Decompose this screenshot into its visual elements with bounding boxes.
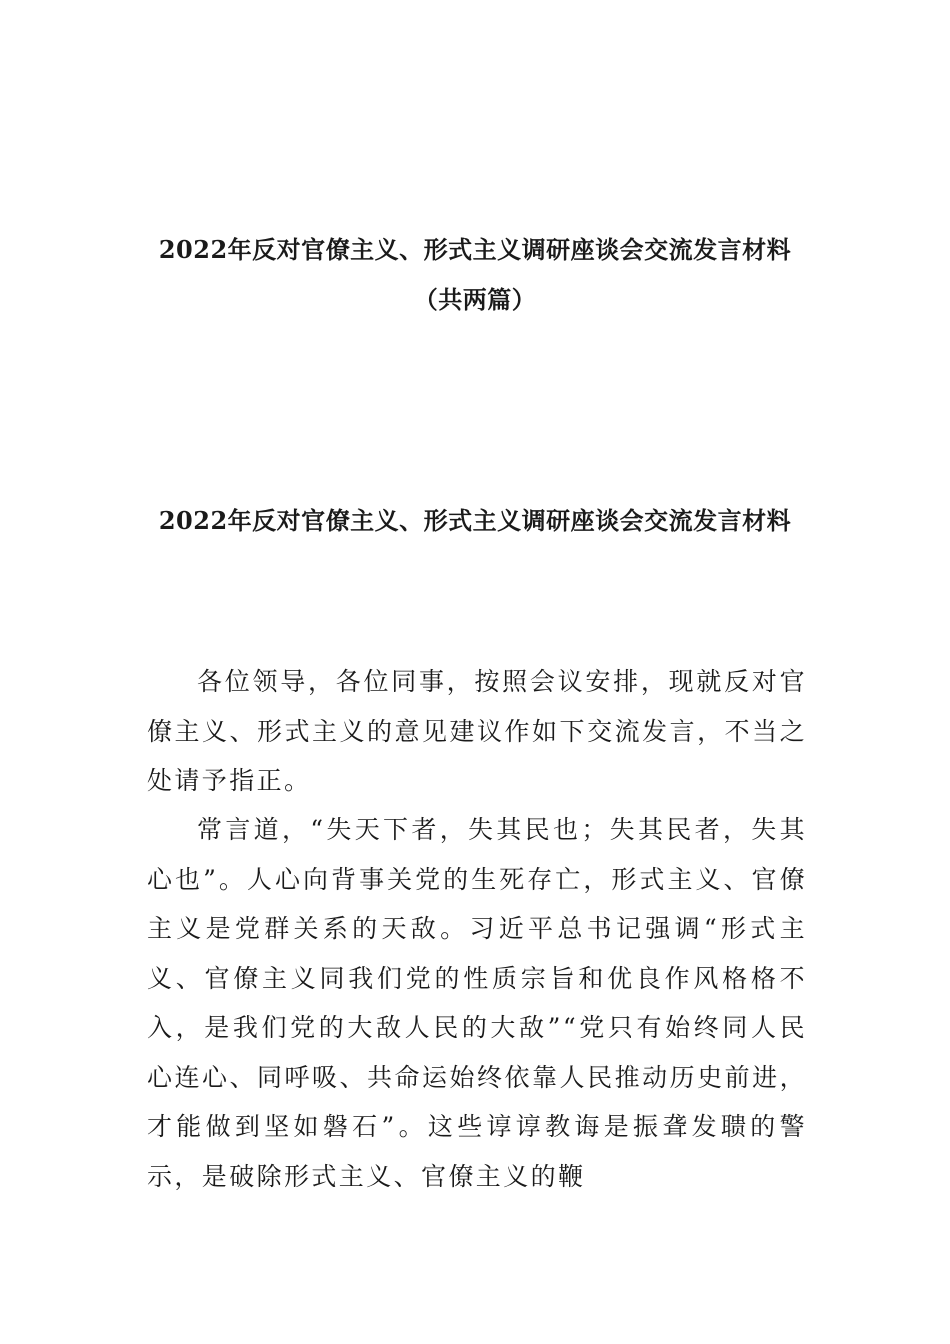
body-paragraph-1-block bbox=[147, 657, 807, 806]
document-title: 2022年反对官僚主义、形式主义调研座谈会交流发言材料 bbox=[158, 235, 792, 264]
section-title: 2022年反对官僚主义、形式主义调研座谈会交流发言材料 bbox=[158, 506, 792, 535]
body-paragraph-2-block bbox=[147, 805, 807, 1201]
body-paragraph: 常言道，“失天下者，失其民也；失其民者，失其心也”。人心向背事关党的生死存亡，形式主义、官僚主义是党群关系的天敌。习近平总书记强调“形式主义、官僚主义同我们党的性质宗旨和优良作风格格不入，是我们党的大敌人民的大敌”“党只有始终同人民心连心、同呼吸、共命运始终依靠人民推动历史前进，才能做到坚如磐石”。这些谆谆教诲是振聋发聩的警示，是破除形式主义、官僚主义的鞭 bbox=[147, 815, 807, 1191]
body-paragraph: 各位领导，各位同事，按照会议安排，现就反对官僚主义、形式主义的意见建议作如下交流发言，不当之处请予指正。 bbox=[147, 667, 807, 795]
document-subtitle: （共两篇） bbox=[413, 285, 537, 314]
